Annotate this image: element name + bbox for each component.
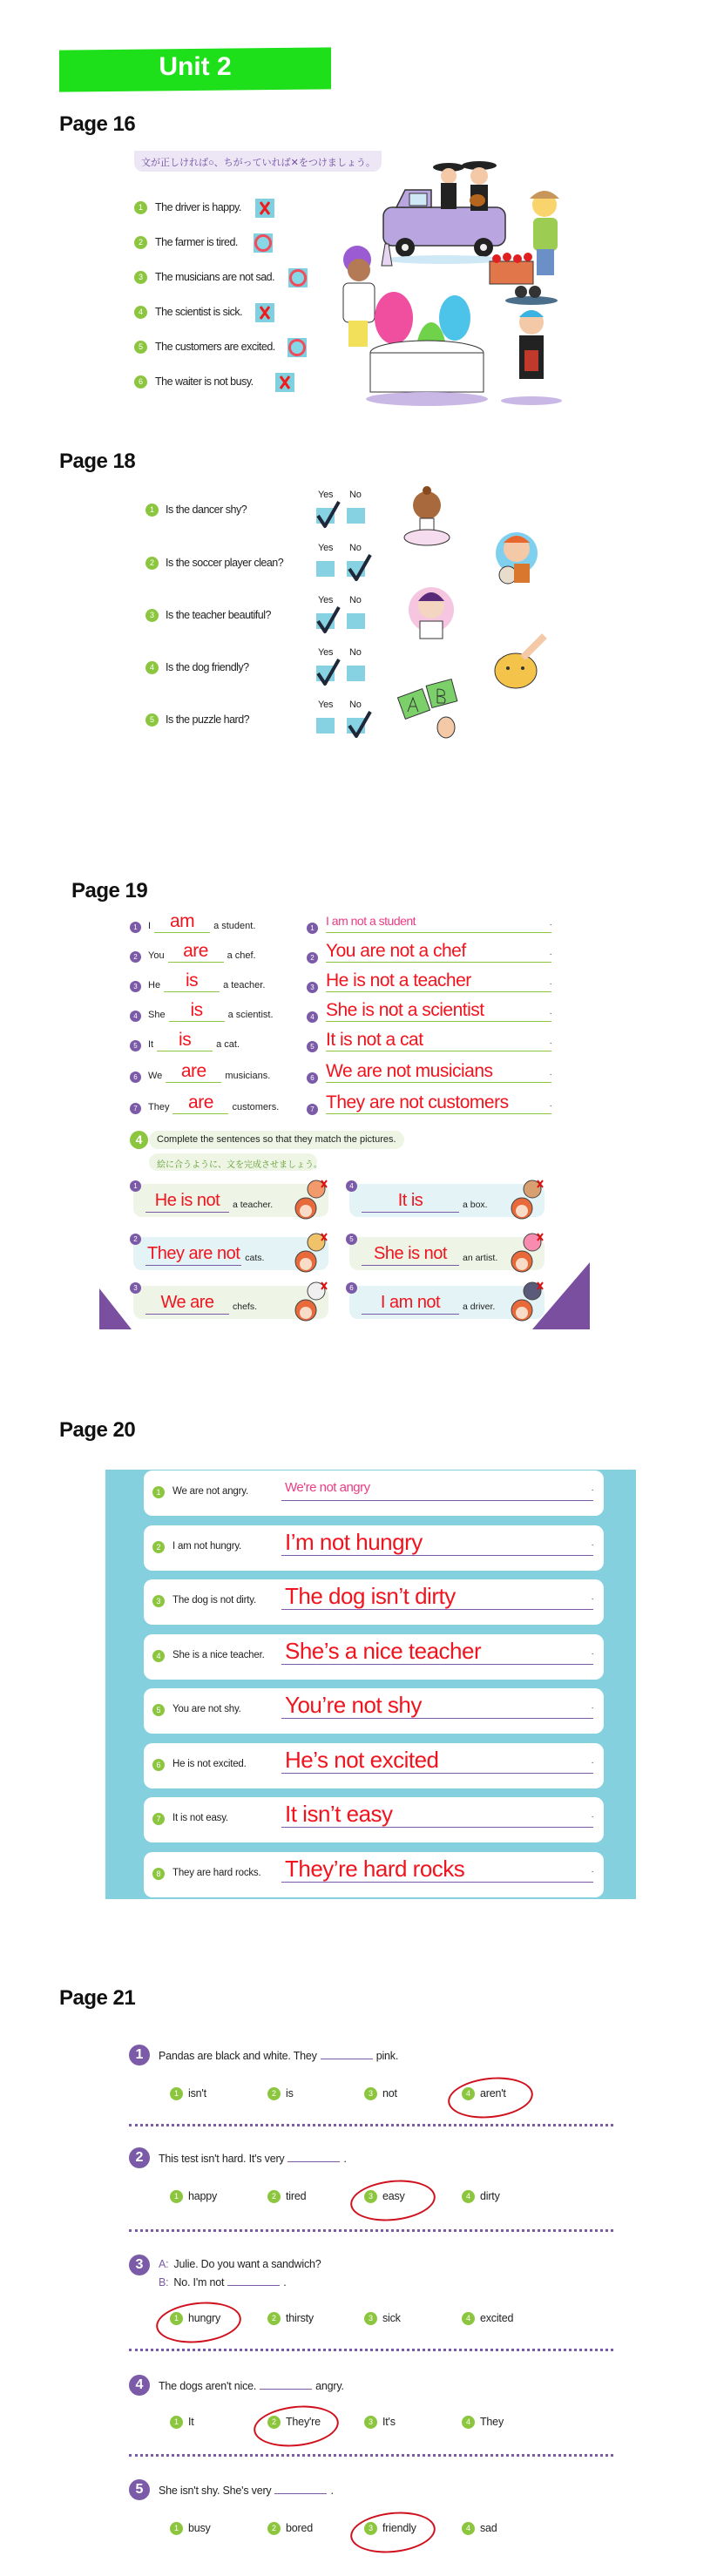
rewrite-card bbox=[144, 1579, 604, 1625]
no-checkbox[interactable] bbox=[347, 666, 365, 681]
option-number: 3 bbox=[364, 2416, 377, 2429]
question-divider bbox=[129, 2229, 613, 2232]
page-21-label: Page 21 bbox=[59, 1986, 136, 2010]
question-text: Is the soccer player clean? bbox=[166, 557, 284, 569]
item-number: 2 bbox=[130, 1234, 141, 1245]
subject: He bbox=[148, 980, 161, 991]
answer-blank[interactable]: am bbox=[154, 911, 210, 933]
option-text[interactable]: hungry bbox=[188, 2312, 221, 2324]
contraction-answer-line[interactable]: It isn’t easy . bbox=[281, 1801, 593, 1828]
yes-label: Yes bbox=[318, 700, 334, 710]
customers-illustration bbox=[366, 292, 488, 406]
contraction-answer-line[interactable]: They’re hard rocks . bbox=[281, 1856, 593, 1883]
picture-sentence-box bbox=[133, 1184, 328, 1217]
original-sentence: The dog is not dirty. bbox=[172, 1595, 256, 1606]
negative-answer-line[interactable]: She is not a scientist . bbox=[326, 999, 551, 1022]
question-number: 4 bbox=[145, 661, 159, 674]
option-number: 3 bbox=[364, 2087, 377, 2100]
option-text[interactable]: They're bbox=[286, 2416, 321, 2428]
sentence-rest: a driver. bbox=[463, 1302, 496, 1312]
option-number: 1 bbox=[170, 2190, 183, 2203]
sentence-rest: a teacher. bbox=[233, 1200, 274, 1210]
yes-label: Yes bbox=[318, 647, 334, 658]
item-number: 7 bbox=[307, 1104, 318, 1115]
selected-answer-circle bbox=[252, 2402, 341, 2451]
original-sentence: They are hard rocks. bbox=[172, 1868, 261, 1878]
sentence-rest: a scientist. bbox=[227, 1010, 274, 1020]
item-number: 4 bbox=[152, 1650, 165, 1662]
sentence-rest: musicians. bbox=[225, 1071, 271, 1081]
answer-blank[interactable]: It is bbox=[362, 1189, 459, 1213]
exercise-4-instruction-jp: 絵に合うように、文を完成させましょう。 bbox=[157, 1160, 322, 1170]
check-icon bbox=[315, 605, 342, 639]
option-number: 1 bbox=[170, 2522, 183, 2535]
x-icon bbox=[255, 199, 274, 222]
negative-answer-line[interactable]: I am not a student . bbox=[326, 910, 551, 933]
exercise-4-number: 4 bbox=[130, 1131, 148, 1149]
rewrite-card bbox=[144, 1852, 604, 1897]
character-picture bbox=[506, 1281, 545, 1329]
item-number: 5 bbox=[346, 1234, 357, 1245]
item-number: 3 bbox=[134, 271, 147, 284]
question-before: Pandas are black and white. They bbox=[159, 2050, 317, 2062]
item-number: 6 bbox=[307, 1072, 318, 1084]
contraction-answer-line[interactable]: He’s not excited . bbox=[281, 1747, 593, 1774]
speaker-b-label: B: bbox=[159, 2276, 169, 2289]
option-number: 4 bbox=[462, 2522, 475, 2535]
item-number: 6 bbox=[346, 1282, 357, 1294]
option-text[interactable]: aren't bbox=[480, 2087, 506, 2099]
exercise-4-jp-pill bbox=[149, 1153, 322, 1171]
statement-text: The waiter is not busy. bbox=[155, 375, 254, 388]
item-number: 7 bbox=[152, 1813, 165, 1825]
question-number: 5 bbox=[145, 713, 159, 727]
fill-in-sentence bbox=[148, 940, 256, 963]
option-number: 3 bbox=[364, 2190, 377, 2203]
circle-mark[interactable] bbox=[287, 338, 307, 357]
contraction-answer-line[interactable]: The dog isn’t dirty . bbox=[281, 1583, 593, 1610]
statement-text: The driver is happy. bbox=[155, 201, 241, 213]
no-label: No bbox=[349, 490, 362, 500]
item-number: 3 bbox=[152, 1595, 165, 1607]
character-picture bbox=[290, 1281, 328, 1329]
circle-icon bbox=[254, 234, 272, 252]
yes-label: Yes bbox=[318, 543, 334, 553]
contraction-answer-line[interactable]: You’re not shy . bbox=[281, 1692, 593, 1719]
question-before: This test isn't hard. It's very bbox=[159, 2153, 285, 2165]
question-after: . bbox=[343, 2153, 347, 2165]
original-sentence: She is a nice teacher. bbox=[172, 1650, 265, 1660]
fill-in-sentence bbox=[148, 1029, 240, 1051]
selected-answer-circle bbox=[446, 2073, 535, 2122]
question-blank[interactable] bbox=[227, 2275, 280, 2286]
page-19-label: Page 19 bbox=[71, 879, 148, 903]
original-sentence: It is not easy. bbox=[172, 1813, 228, 1823]
check-icon bbox=[347, 553, 373, 587]
no-checkbox[interactable] bbox=[347, 613, 365, 629]
rewrite-card bbox=[144, 1743, 604, 1788]
option-number: 2 bbox=[267, 2312, 281, 2325]
exercise-4-instruction-pill bbox=[149, 1131, 404, 1149]
selected-answer-circle bbox=[348, 2176, 437, 2225]
cross-mark[interactable] bbox=[255, 303, 274, 322]
item-number: 2 bbox=[152, 1541, 165, 1553]
option-number: 2 bbox=[267, 2416, 281, 2429]
rewrite-card bbox=[144, 1634, 604, 1680]
option-text[interactable]: isn't bbox=[188, 2087, 206, 2099]
farmer-illustration bbox=[530, 191, 559, 275]
negative-answer-line[interactable]: You are not a chef . bbox=[326, 940, 551, 963]
question-number: 3 bbox=[129, 2255, 150, 2275]
item-number: 3 bbox=[307, 982, 318, 993]
subject: We bbox=[148, 1071, 163, 1081]
negative-answer-line[interactable]: They are not customers . bbox=[326, 1092, 551, 1114]
picture-sentence bbox=[145, 1241, 264, 1266]
sentence-rest: customers. bbox=[232, 1102, 280, 1112]
x-icon bbox=[275, 373, 294, 396]
item-number: 2 bbox=[307, 952, 318, 963]
question-text bbox=[159, 2483, 334, 2497]
answer-blank[interactable]: She is not bbox=[362, 1242, 459, 1266]
no-label: No bbox=[349, 647, 362, 658]
option-text[interactable]: excited bbox=[480, 2312, 514, 2324]
question-number: 2 bbox=[129, 2147, 150, 2168]
original-sentence: You are not shy. bbox=[172, 1704, 241, 1714]
subject: You bbox=[148, 950, 165, 961]
check-icon bbox=[315, 658, 342, 692]
question-after: angry. bbox=[315, 2380, 344, 2392]
option-number: 4 bbox=[462, 2312, 475, 2325]
sentence-rest: cats. bbox=[245, 1253, 265, 1263]
fill-in-sentence bbox=[148, 970, 265, 992]
dancer-illustration bbox=[404, 486, 450, 545]
question-text bbox=[159, 2275, 287, 2289]
question-divider bbox=[129, 2349, 613, 2351]
item-number: 4 bbox=[307, 1011, 318, 1023]
statement-text: The farmer is tired. bbox=[155, 236, 238, 248]
question-blank[interactable] bbox=[287, 2151, 340, 2162]
contraction-answer-line[interactable]: She’s a nice teacher . bbox=[281, 1638, 593, 1665]
question-number: 5 bbox=[129, 2479, 150, 2500]
question-text: Is the puzzle hard? bbox=[166, 713, 250, 726]
option-text[interactable]: is bbox=[286, 2087, 294, 2099]
option-number: 2 bbox=[267, 2522, 281, 2535]
dog-illustration bbox=[495, 636, 545, 688]
fill-in-sentence bbox=[148, 910, 255, 933]
option-number: 4 bbox=[462, 2087, 475, 2100]
picture-sentence-box bbox=[349, 1286, 545, 1319]
item-number: 2 bbox=[134, 236, 147, 249]
item-number: 2 bbox=[130, 951, 141, 963]
answer-blank[interactable]: They are not bbox=[145, 1242, 241, 1266]
answer-blank[interactable]: is bbox=[169, 1000, 225, 1022]
page-18-label: Page 18 bbox=[59, 450, 136, 473]
item-number: 5 bbox=[130, 1040, 141, 1051]
question-number: 1 bbox=[145, 504, 159, 517]
character-picture bbox=[290, 1232, 328, 1280]
unit-title: Unit 2 bbox=[159, 52, 232, 81]
item-number: 1 bbox=[307, 923, 318, 934]
option-number: 2 bbox=[267, 2087, 281, 2100]
picture-sentence bbox=[362, 1188, 488, 1213]
item-number: 3 bbox=[130, 981, 141, 992]
option-number: 2 bbox=[267, 2190, 281, 2203]
subject: They bbox=[148, 1102, 170, 1112]
option-text[interactable]: sad bbox=[480, 2522, 497, 2534]
negative-answer-line[interactable]: It is not a cat . bbox=[326, 1029, 551, 1051]
sentence-rest: chefs. bbox=[233, 1302, 258, 1312]
subject: It bbox=[148, 1039, 154, 1050]
circle-mark[interactable] bbox=[288, 268, 308, 287]
sentence-rest: a teacher. bbox=[223, 980, 266, 991]
rewrite-card bbox=[144, 1797, 604, 1842]
picture-sentence-box bbox=[349, 1184, 545, 1217]
option-text[interactable]: It's bbox=[382, 2416, 396, 2428]
item-number: 4 bbox=[130, 1011, 141, 1022]
question-number: 2 bbox=[145, 557, 159, 570]
character-picture bbox=[290, 1179, 328, 1227]
yes-label: Yes bbox=[318, 595, 334, 605]
item-number: 6 bbox=[130, 1072, 141, 1083]
option-text[interactable]: sick bbox=[382, 2312, 401, 2324]
no-label: No bbox=[349, 700, 362, 710]
page-16-label: Page 16 bbox=[59, 112, 136, 136]
question-blank[interactable] bbox=[274, 2483, 327, 2494]
option-number: 4 bbox=[462, 2416, 475, 2429]
answer-blank[interactable]: We are bbox=[145, 1291, 229, 1315]
question-text: Is the dog friendly? bbox=[166, 661, 249, 673]
question-after: . bbox=[330, 2485, 334, 2497]
item-number: 7 bbox=[130, 1103, 141, 1114]
item-number: 4 bbox=[346, 1180, 357, 1192]
item-number: 5 bbox=[307, 1041, 318, 1052]
circle-mark[interactable] bbox=[254, 233, 273, 253]
item-number: 8 bbox=[152, 1868, 165, 1880]
contraction-answer-line[interactable]: I’m not hungry . bbox=[281, 1529, 593, 1556]
dialogue-line-a bbox=[159, 2258, 321, 2270]
question-number: 3 bbox=[145, 609, 159, 622]
picture-sentence-box bbox=[133, 1237, 328, 1270]
rewrite-card bbox=[144, 1525, 604, 1571]
option-number: 4 bbox=[462, 2190, 475, 2203]
rewrite-card bbox=[144, 1471, 604, 1516]
negative-answer-line[interactable]: He is not a teacher . bbox=[326, 970, 551, 992]
waiter-illustration bbox=[501, 286, 562, 405]
item-number: 1 bbox=[130, 1180, 141, 1192]
fill-in-sentence bbox=[148, 999, 274, 1022]
question-divider bbox=[129, 2124, 613, 2126]
puzzle-illustration bbox=[397, 679, 457, 738]
circle-icon bbox=[288, 339, 306, 356]
answer-blank[interactable]: I am not bbox=[362, 1291, 459, 1315]
x-icon bbox=[255, 303, 274, 327]
option-text[interactable]: dirty bbox=[480, 2190, 500, 2202]
circle-icon bbox=[289, 269, 307, 287]
fill-in-sentence bbox=[148, 1092, 279, 1114]
character-picture bbox=[506, 1232, 545, 1280]
item-number: 1 bbox=[134, 201, 147, 214]
question-text bbox=[159, 2048, 398, 2062]
answer-blank[interactable]: He is not bbox=[145, 1189, 229, 1213]
question-number: 4 bbox=[129, 2375, 150, 2396]
picture-sentence bbox=[362, 1241, 497, 1266]
yes-checkbox[interactable] bbox=[316, 718, 335, 734]
option-number: 1 bbox=[170, 2416, 183, 2429]
picture-sentence-box bbox=[349, 1237, 545, 1270]
statement-text: The musicians are not sad. bbox=[155, 271, 275, 283]
statement-text: The customers are excited. bbox=[155, 341, 275, 353]
speaker-a-label: A: bbox=[159, 2258, 169, 2270]
picture-sentence-box bbox=[133, 1286, 328, 1319]
item-number: 5 bbox=[134, 341, 147, 354]
item-number: 1 bbox=[130, 922, 141, 933]
instruction-text-jp: 文が正しければ○、ちがっていれば✕をつけましょう。 bbox=[141, 158, 375, 168]
sentence-rest: an artist. bbox=[463, 1253, 498, 1263]
item-number: 1 bbox=[152, 1486, 165, 1498]
page-20-label: Page 20 bbox=[59, 1418, 136, 1442]
character-picture bbox=[506, 1179, 545, 1227]
picture-sentence bbox=[145, 1188, 273, 1213]
page-18-illustrations bbox=[392, 483, 558, 745]
original-sentence: He is not excited. bbox=[172, 1759, 247, 1769]
sentence-rest: a cat. bbox=[216, 1039, 240, 1050]
question-blank[interactable] bbox=[321, 2048, 373, 2059]
strawberry-crate-illustration bbox=[490, 253, 533, 284]
selected-answer-circle bbox=[348, 2508, 437, 2557]
no-checkbox[interactable] bbox=[347, 508, 365, 524]
subject: She bbox=[148, 1010, 166, 1020]
question-divider bbox=[129, 2454, 613, 2457]
question-before: The dogs aren't nice. bbox=[159, 2380, 257, 2392]
question-text: Is the teacher beautiful? bbox=[166, 609, 271, 621]
answer-blank[interactable]: are bbox=[166, 1061, 221, 1083]
page-16-illustration bbox=[322, 157, 584, 409]
selected-answer-circle bbox=[154, 2298, 243, 2347]
soccer-player-illustration bbox=[496, 532, 538, 584]
option-text[interactable]: thirsty bbox=[286, 2312, 314, 2324]
teacher-illustration bbox=[409, 587, 454, 639]
musicians-illustration bbox=[433, 161, 497, 211]
cross-mark[interactable] bbox=[255, 199, 274, 218]
option-text[interactable]: tired bbox=[286, 2190, 307, 2202]
picture-sentence bbox=[145, 1290, 257, 1315]
answer-blank[interactable]: are bbox=[172, 1092, 228, 1114]
yes-label: Yes bbox=[318, 490, 334, 500]
picture-sentence bbox=[362, 1290, 495, 1315]
item-number: 6 bbox=[152, 1759, 165, 1771]
original-sentence: I am not hungry. bbox=[172, 1541, 242, 1552]
answer-blank[interactable]: are bbox=[168, 941, 224, 963]
sentence-rest: a student. bbox=[213, 921, 256, 931]
sentence-rest: a chef. bbox=[227, 950, 256, 961]
option-text[interactable]: They bbox=[480, 2416, 504, 2428]
option-text[interactable]: not bbox=[382, 2087, 397, 2099]
item-number: 3 bbox=[130, 1282, 141, 1294]
item-number: 6 bbox=[134, 375, 147, 389]
answer-blank[interactable]: is bbox=[157, 1030, 213, 1051]
question-before: She isn't shy. She's very bbox=[159, 2485, 272, 2497]
line-a-text: Julie. Do you want a sandwich? bbox=[173, 2258, 321, 2270]
option-text[interactable]: busy bbox=[188, 2522, 211, 2534]
option-text[interactable]: friendly bbox=[382, 2522, 416, 2534]
option-text[interactable]: easy bbox=[382, 2190, 405, 2202]
fill-in-sentence bbox=[148, 1060, 270, 1083]
sentence-rest: a box. bbox=[463, 1200, 488, 1210]
negative-answer-line[interactable]: We are not musicians . bbox=[326, 1060, 551, 1083]
item-number: 4 bbox=[134, 306, 147, 319]
subject: I bbox=[148, 921, 152, 931]
question-text bbox=[159, 2378, 344, 2392]
check-icon bbox=[347, 710, 373, 744]
question-after: . bbox=[283, 2276, 287, 2289]
statement-text: The scientist is sick. bbox=[155, 306, 243, 318]
option-number: 1 bbox=[170, 2087, 183, 2100]
option-number: 1 bbox=[170, 2312, 183, 2325]
exercise-4-instruction: Complete the sentences so that they match the pictures. bbox=[157, 1134, 396, 1145]
option-text[interactable]: bored bbox=[286, 2522, 313, 2534]
question-blank[interactable] bbox=[260, 2378, 312, 2390]
item-number: 5 bbox=[152, 1704, 165, 1716]
no-label: No bbox=[349, 543, 362, 553]
yes-checkbox[interactable] bbox=[316, 561, 335, 577]
question-text: Is the dancer shy? bbox=[166, 504, 247, 516]
option-number: 3 bbox=[364, 2312, 377, 2325]
option-number: 3 bbox=[364, 2522, 377, 2535]
check-icon bbox=[315, 500, 342, 534]
question-before: No. I'm not bbox=[173, 2276, 225, 2289]
original-sentence: We are not angry. bbox=[172, 1486, 248, 1497]
question-after: pink. bbox=[375, 2050, 399, 2062]
option-text[interactable]: It bbox=[188, 2416, 194, 2428]
rewrite-card bbox=[144, 1688, 604, 1734]
question-number: 1 bbox=[129, 2045, 150, 2066]
no-label: No bbox=[349, 595, 362, 605]
contraction-answer-line[interactable]: We're not angry . bbox=[281, 1474, 593, 1501]
cross-mark[interactable] bbox=[275, 373, 294, 392]
answer-blank[interactable]: is bbox=[164, 970, 220, 992]
option-text[interactable]: happy bbox=[188, 2190, 218, 2202]
question-text bbox=[159, 2151, 347, 2165]
